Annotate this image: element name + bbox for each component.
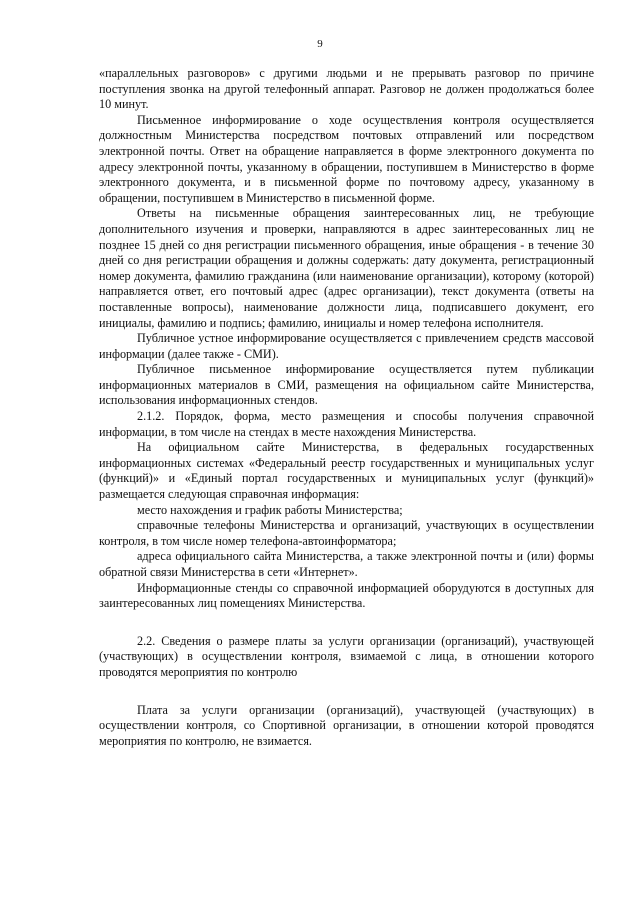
paragraph-official-site: На официальном сайте Министерства, в федеральных государственных информационных системах «Федеральный реестр государственных и муниципальных услуг (функций)» и «Единый портал государственных и муниципальных услуг (функций)» размещается следующая справочная информация: <box>99 440 594 502</box>
page-number: 9 <box>317 38 323 50</box>
paragraph-public-oral: Публичное устное информирование осуществляется с привлечением средств массовой информации (далее также - СМИ). <box>99 331 594 361</box>
list-item-addresses: адреса официального сайта Министерства, а также электронной почты и (или) формы обратной связи Министерства в сети «Интернет». <box>99 549 594 579</box>
paragraph-continuation: «параллельных разговоров» с другими людьми и не прерывать разговор по причине поступления звонка на другой телефонный аппарат. Разговор не должен продолжаться более 10 минут. <box>99 66 594 112</box>
paragraph-info-stands: Информационные стенды со справочной информацией оборудуются в доступных для заинтересованных лиц помещениях Министерства. <box>99 580 594 611</box>
document-body <box>99 66 594 749</box>
paragraph-written-replies: Ответы на письменные обращения заинтересованных лиц, не требующие дополнительного изучения и проверки, направляются в адрес заинтересованных лиц не позднее 15 дней со дня регистрации письменного обращения, иные обращения - в течение 30 дней со дня регистрации обращения и должны содержать: дату документа, регистрационный номер документа, фамилию гражданина (или наименование организации), которому (которой) направляется ответ, его почтовый адрес (адрес организации), текст документа (ответы на поставленные вопросы), наименование должности лица, подписавшего документ, его инициалы, фамилию и подпись; фамилию, инициалы и номер телефона исполнителя. <box>99 206 594 330</box>
paragraph-section-2-1-2: 2.1.2. Порядок, форма, место размещения и способы получения справочной информации, в том числе на стендах в месте нахождения Министерства. <box>99 409 594 439</box>
section-heading-2-2: 2.2. Сведения о размере платы за услуги организации (организаций), участвующей (участвующих) в осуществлении контроля, взимаемой с лица, в отношении которого проводятся мероприятия по контролю <box>99 633 594 679</box>
paragraph-public-written: Публичное письменное информирование осуществляется путем публикации информационных материалов в СМИ, размещения на официальном сайте Министерства, использования информационных стендов. <box>99 362 594 408</box>
paragraph-written-informing: Письменное информирование о ходе осуществления контроля осуществляется должностным Министерства посредством почтовых отправлений или посредством электронной почты. Ответ на обращение направляется в форме электронного документа по адресу электронной почты, указанному в обращении, поступившем в Министерство в форме электронного документа, и в письменной форме по почтовому адресу, указанному в обращении, поступившем в Министерство в письменной форме. <box>99 112 594 205</box>
list-item-phones: справочные телефоны Министерства и организаций, участвующих в осуществлении контроля, в том числе номер телефона-автоинформатора; <box>99 518 594 548</box>
list-item-location: место нахождения и график работы Министерства; <box>137 502 403 517</box>
paragraph-fee: Плата за услуги организации (организаций), участвующей (участвующих) в осуществлении контроля, со Спортивной организации, в отношении которой проводятся мероприятия по контролю, не взимается. <box>99 702 594 748</box>
